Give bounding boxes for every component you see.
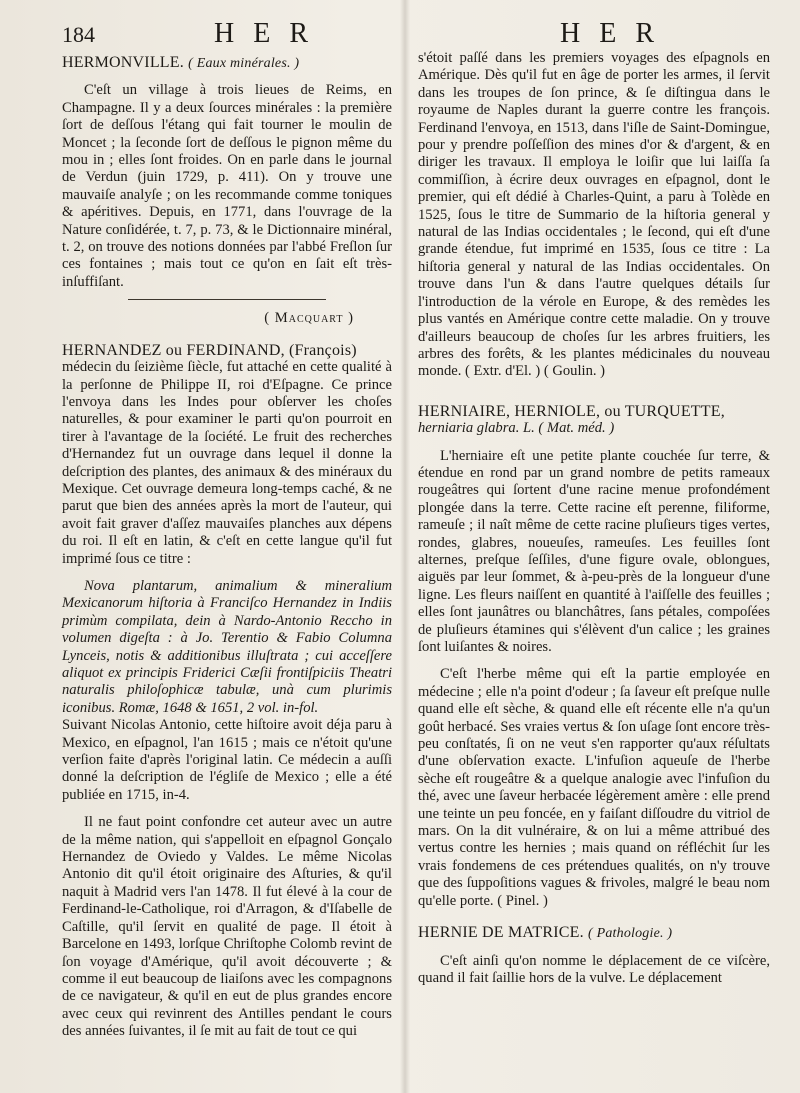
section-divider: [128, 299, 326, 300]
entry-paragraph-continued: s'étoit paſſé dans les premiers voyages des eſpagnols en Amérique. Dès qu'il fut en âge de porter les armes, il ſervit dans les troupes de ſon prince, & ſe diſtingua dans le royaume de Naples durant la guerre contre les françois. Ferdinand l'envoya, en 1513, dans l'iſle de Saint-Domingue, pour y prendre poſſeſſion des mines d'or & d'argent, & en diriger les travaux. Il employa le loiſir que lui laiſſa ſa commiſſion, à écrire deux ouvrages en eſpagnol, dont le premier, qui eſt dédié à Charles-Quint, a paru à Tolède en 1525, ſous le titre de Summario de la hiſtoria general y natural de las Indias occidentales ; le ſecond, qui eſt d'une grande étendue, fut imprimé en 1535, ſous ce titre : La hiſtoria general y natural de las Indias occidentales. On trouve dans l'un & dans l'autre quelques détails ſur l'introduction de la vérole en Europe, & des remèdes les plus vantés en Amérique contre cette maladie. On y trouve d'ailleurs beaucoup de choſes ſur les arbres fruitiers, les arbres des forêts, & les plantes médicinales du nouveau monde. ( Extr. d'El. ) ( Goulin. ): [418, 50, 770, 380]
right-column: [418, 50, 770, 987]
page-number: 184: [62, 22, 95, 47]
entry-category: ( Pathologie. ): [588, 926, 673, 942]
entry-title: HERNANDEZ ou FERDINAND,: [62, 341, 285, 359]
entry-firstname: (François): [289, 341, 357, 359]
author-signature: ( Macquart ): [264, 310, 354, 327]
left-column: [62, 50, 392, 1041]
entry-heading-hermonville: [62, 54, 392, 72]
entry-paragraph: médecin du ſeizième ſiècle, fut attaché en cette qualité à la perſonne de Philippe II, roi d'Eſpagne. Ce prince l'envoya dans les Indes pour obſerver les choſes naturelles, & pour examiner le parti qu'on pourroit en tirer à l'avantage de la ſociété. Le fruit des recherches d'Hernandez fut un ouvrage dans lequel il donne la deſcription des plantes, des animaux & des minéraux du Mexique. Cet ouvrage demeura long-temps caché, & ne parut que bien des années après la mort de l'auteur, qui avoit fait graver d'aſſez mauvaiſes planches aux dépens du roi. Il eſt en latin, & c'eſt en cette langue qu'il fut imprimé ſous ce titre :: [62, 359, 392, 567]
entry-paragraph: C'eſt un village à trois lieues de Reims, en Champagne. Il y a deux ſources minérales : la première ſort de deſſous l'étang qui fait tourner le moulin de Moncet ; la ſeconde ſort de deſſous le pignon même du mou in ; elles ſont froides. On en parle dans le journal de Verdun (juin 1729, p. 411). On y trouve une mauvaiſe analyſe ; on les recommande comme toniques & apéritives. Depuis, en 1771, dans l'ouvrage de la Nature conſidérée, t. 7, p. 73, & le Dictionnaire minéral, t. 2, on trouve des notions données par l'abbé Freſlon ſur ces fontaines ; mais tout ce qu'on en ſait eſt très-inſuffiſant.: [62, 82, 392, 290]
entry-category: ( Eaux minérales. ): [188, 56, 300, 71]
entry-paragraph: C'eſt ainſi qu'on nomme le déplacement de ce viſcère, quand il fait ſaillie hors de la vulve. Le déplacement: [418, 952, 770, 986]
entry-heading-hernandez: [62, 342, 392, 359]
entry-subheading: herniaria glabra. L. ( Mat. méd. ): [418, 420, 615, 437]
entry-title: HERNIE DE MATRICE.: [418, 924, 584, 942]
entry-heading-herniaire: HERNIAIRE, HERNIOLE, ou TURQUETTE,: [418, 402, 725, 420]
entry-paragraph: Suivant Nicolas Antonio, cette hiſtoire avoit déja paru à Mexico, en eſpagnol, l'an 1615 ; mais ce n'étoit qu'une verſion faite d'après l'original latin. Ce médecin a auſſi donné la deſcription de l'égliſe de Mexico ; elle a été publiée en 1715, in-4.: [62, 717, 392, 803]
entry-paragraph: L'herniaire eſt une petite plante couchée ſur terre, & étendue en rond par un grand nombre de petits rameaux rougeâtres qui ſortent d'une racine menue profondément plongée dans la terre. Cette racine eſt perenne, filiforme, rameuſe ; il naît même de cette racine pluſieurs tiges vertes, rondes, glabres, noueuſes, rameuſes. Les feuilles ſont alternes, preſque ſeſſiles, d'une figure ovale, oblongues, aiguës par leur ſommet, & à-peu-près de la longueur d'une ligne. Les fleurs naiſſent en quantité à l'aiſſelle des feuilles ; elles ſont jaunâtres ou blanchâtres, ſans pétales, compoſées de pluſieurs étamines qui s'élèvent d'un calice ; les graines ſont luiſantes & noires.: [418, 447, 770, 655]
entry-heading-hernie-de-matrice: [418, 924, 770, 942]
page-gutter: [400, 0, 410, 1093]
latin-book-title: Nova plantarum, animalium & mineralium Mexicanorum hiſtoria à Franciſco Hernandez in Indiis primùm compilata, dein à Nardo-Antonio Reccho in volumen digeſta : à Jo. Terentio & Fabio Columna Lynceis, notis & additionibus illuſtrata ; cui acceſſere aliquot ex principis Friderici Cæſii frontiſpiciis Theatri naturalis philoſophicæ tabulæ, unà cum plurimis iconibus. Romæ, 1648 & 1651, 2 vol. in-fol.: [62, 577, 392, 716]
entry-paragraph: C'eſt l'herbe même qui eſt la partie employée en médecine ; elle n'a point d'odeur ; ſa ſaveur eſt preſque nulle quand elle eſt sèche, & quand elle eſt récente elle n'a qu'un goût herbacé. Ses vraies vertus & ſon uſage ſont encore très-peu conſtatés, ſi on ne veut s'en rapporter qu'aux réſultats d'une obſervation exacte. L'infuſion aqueuſe de l'herbe sèche eſt rougeâtre & a quelque analogie avec l'infuſion du thé, avec une ſaveur herbacée légèrement amère : elle prend une teinte un peu foncée, en y faiſant diſſoudre du vitriol de mars. On la dit vulnéraire, & on lui a même attribué des vertus contre les hernies ; mais quand on réfléchit ſur les vrais fondemens de ces prétendues qualités, on n'y trouve que des ſuppoſitions vagues & frivoles, malgré le beau nom qu'elle porte. ( Pinel. ): [418, 666, 770, 909]
running-head-left: H E R: [214, 18, 314, 49]
entry-paragraph: Il ne faut point confondre cet auteur avec un autre de la même nation, qui s'appelloit en eſpagnol Gonçalo Hernandez de Oviedo y Valdes. Le même Nicolas Antonio dit qu'il étoit originaire des Aſturies, & qu'il naquit à Madrid vers l'an 1478. Il fut élevé à la cour de Ferdinand-le-Catholique, roi d'Arragon, & d'Iſabelle de Caſtille, qu'il ſervit en qualité de page. Il étoit à Barcelone en 1493, lorſque Chriſtophe Colomb revint de ſon voyage d'Amérique, qu'il avoit découverte ; & comme il eut beaucoup de liaiſons avec les compagnons de ce navigateur, & qu'il en eut de plus grandes encore avec ceux qui revinrent des Antilles pendant le cours des années ſuivantes, il ſe mit au fait de tout ce qui: [62, 814, 392, 1040]
running-head-right: H E R: [560, 18, 660, 49]
book-title-quote: [62, 578, 392, 804]
entry-title: HERMONVILLE.: [62, 54, 184, 71]
